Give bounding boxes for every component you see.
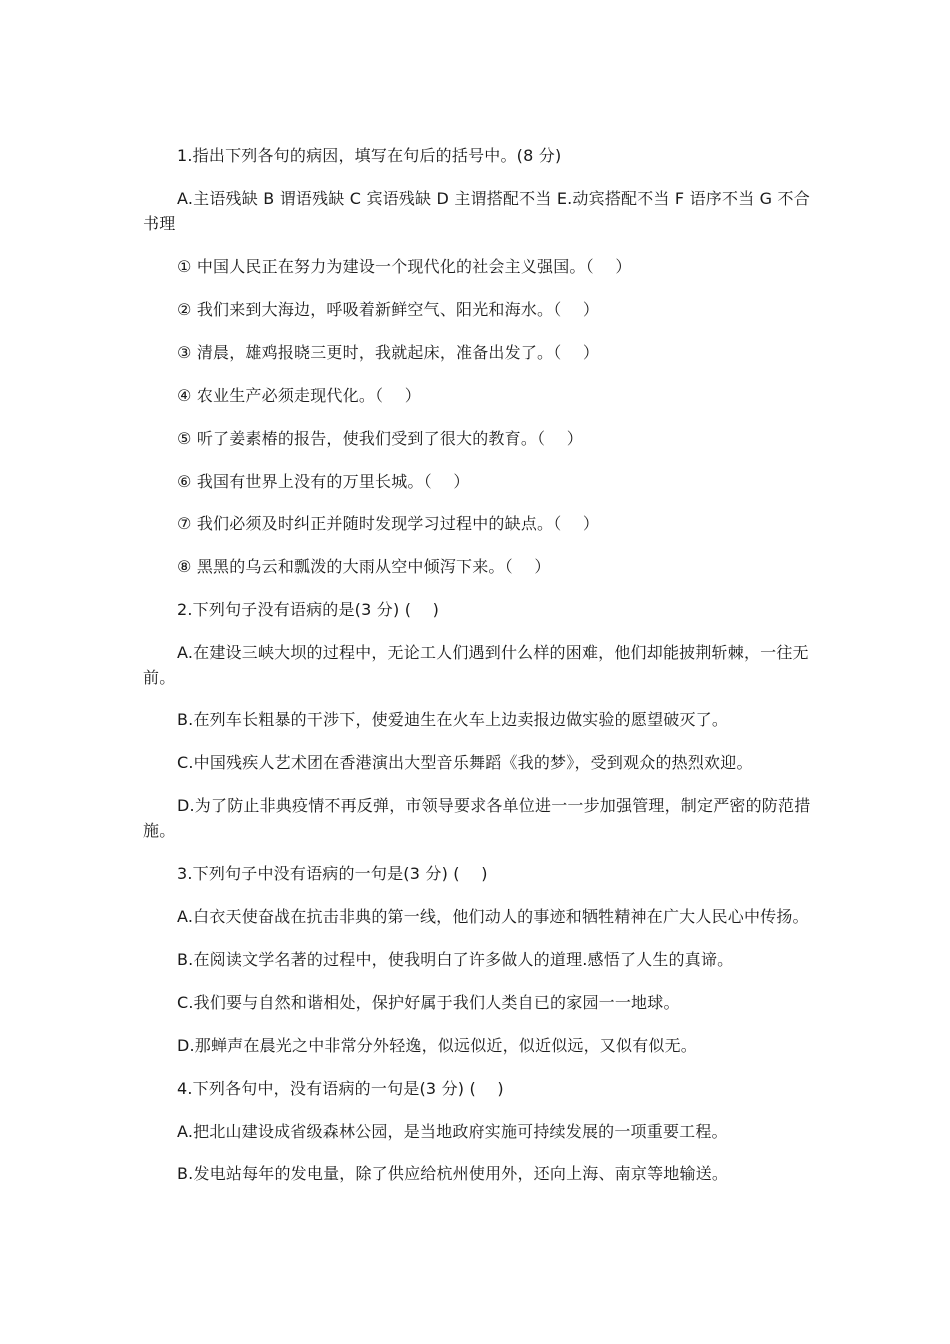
question-1-item-8: ⑧ 黑黑的乌云和瓢泼的大雨从空中倾泻下来。（ ） (177, 557, 551, 576)
question-2-option-a: A.在建设三峡大坝的过程中，无论工人们遇到什么样的困难，他们却能披荆斩棘，一往无前。 (143, 643, 809, 687)
question-3-option-d: D.那蝉声在晨光之中非常分外轻逸，似远似近，似近似远，又似有似无。 (177, 1036, 698, 1055)
question-3-option-b: B.在阅读文学名著的过程中，使我明白了许多做人的道理.感悟了人生的真谛。 (177, 950, 734, 969)
question-1-item-3: ③ 清晨，雄鸡报晓三更时，我就起床，准备出发了。（ ） (177, 343, 600, 362)
question-1-item-5: ⑤ 听了姜素椿的报告，使我们受到了很大的教育。（ ） (177, 429, 583, 448)
question-2-option-d: D.为了防止非典疫情不再反弹，市领导要求各单位进一一步加强管理，制定严密的防范措施。 (143, 796, 811, 840)
question-1-item-7: ⑦ 我们必须及时纠正并随时发现学习过程中的缺点。（ ） (177, 514, 600, 533)
question-1-item-6: ⑥ 我国有世界上没有的万里长城。（ ） (177, 472, 470, 491)
question-1-item-2: ② 我们来到大海边，呼吸着新鲜空气、阳光和海水。（ ） (177, 300, 600, 319)
question-4-option-b: B.发电站每年的发电量，除了供应给杭州使用外，还向上海、南京等地输送。 (177, 1164, 729, 1183)
question-1-options: A.主语残缺 B 谓语残缺 C 宾语残缺 D 主谓搭配不当 E.动宾搭配不当 F 语序不当 G 不合书理 (143, 189, 810, 233)
question-3-option-a: A.白衣天使奋战在抗击非典的第一线，他们动人的事迹和牺牲精神在广大人民心中传扬。 (177, 907, 809, 926)
question-3-option-c: C.我们要与自然和谐相处，保护好属于我们人类自已的家园一一地球。 (177, 993, 680, 1012)
question-1-item-4: ④ 农业生产必须走现代化。（ ） (177, 386, 421, 405)
question-4-option-a: A.把北山建设成省级森林公园，是当地政府实施可持续发展的一项重要工程。 (177, 1122, 728, 1141)
question-2-option-c: C.中国残疾人艺术团在香港演出大型音乐舞蹈《我的梦》，受到观众的热烈欢迎。 (177, 753, 753, 772)
question-4-title: 4.下列各句中，没有语病的一句是(3 分) ( ) (177, 1079, 504, 1098)
question-1-item-1: ① 中国人民正在努力为建设一个现代化的社会主义强国。（ ） (177, 257, 632, 276)
question-3-title: 3.下列句子中没有语病的一句是(3 分) ( ) (177, 864, 488, 883)
question-2-title: 2.下列句子没有语病的是(3 分) ( ) (177, 600, 440, 619)
question-2-option-b: B.在列车长粗暴的干涉下，使爱迪生在火车上边卖报边做实验的愿望破灭了。 (177, 710, 729, 729)
question-1-title: 1.指出下列各句的病因，填写在句后的括号中。(8 分) (177, 146, 562, 165)
